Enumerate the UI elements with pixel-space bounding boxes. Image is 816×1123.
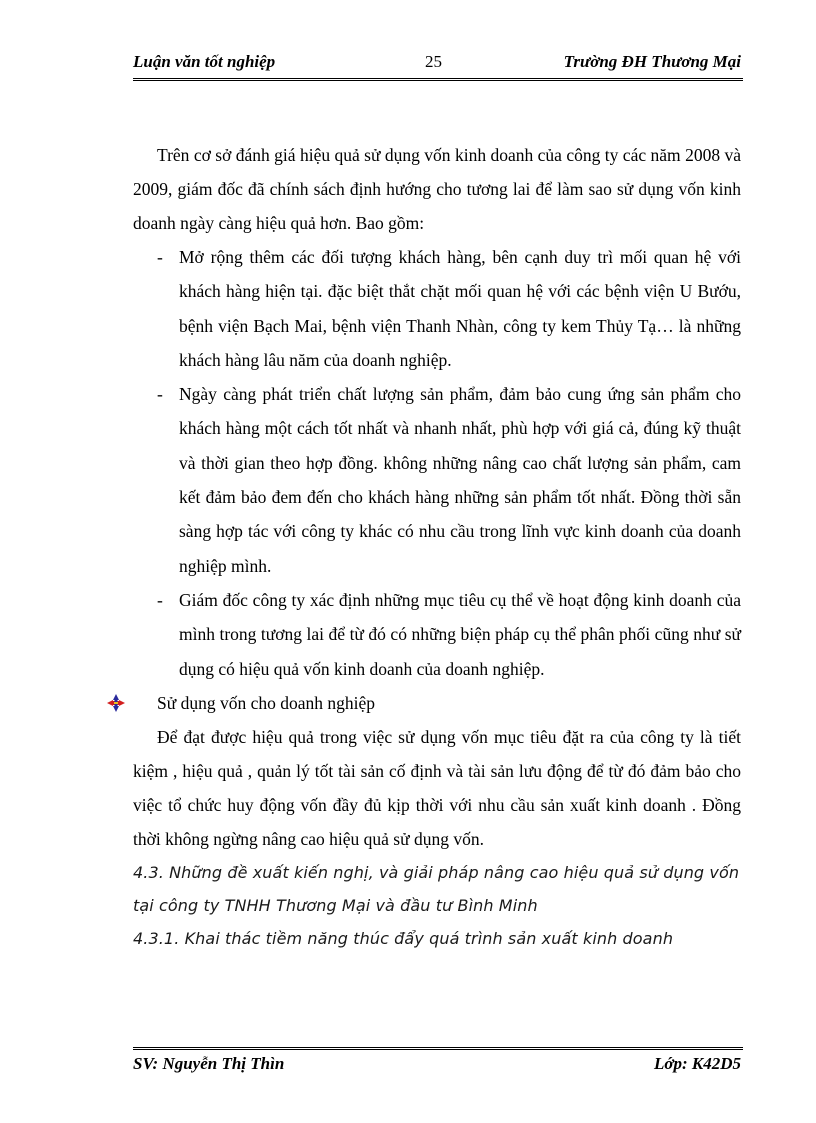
bullet-dash: - [157,384,163,405]
footer-class: Lớp: K42D5 [653,1054,741,1073]
header-university: Trường ĐH Thương Mại [563,52,741,71]
strategy-list [133,240,741,686]
section-title-text: Sử dụng vốn cho doanh nghiệp [157,692,376,713]
section-title [133,686,741,720]
footer-student-name: SV: Nguyễn Thị Thìn [133,1054,285,1073]
page-footer [133,1047,743,1080]
intro-paragraph: Trên cơ sở đánh giá hiệu quả sử dụng vốn kinh doanh của công ty các năm 2008 và 2009, giám đốc đã chính sách định hướng cho tương lai để làm sao sử dụng vốn kinh doanh ngày càng hiệu quả hơn. Bao gồm: [133,145,741,233]
page-body [133,138,741,955]
list-item-text: Ngày càng phát triển chất lượng sản phẩm, đảm bảo cung ứng sản phẩm cho khách hàng một cách tốt nhất và nhanh nhất, phù hợp với giá cả, đúng kỹ thuật và thời gian theo hợp đồng. không những nâng cao chất lượng sản phẩm, cam kết đảm bảo đem đến cho khách hàng những sản phẩm tốt nhất. Đồng thời sẵn sàng hợp tác với công ty khác có nhu cầu trong lĩnh vực kinh doanh của doanh nghiệp mình. [179,384,741,576]
page-header [133,52,743,81]
list-item [133,240,741,377]
four-way-arrow-icon [107,694,125,712]
list-item-text: Mở rộng thêm các đối tượng khách hàng, bên cạnh duy trì mối quan hệ với khách hàng hiện tại. đặc biệt thắt chặt mối quan hệ với các bệnh viện U Bướu, bệnh viện Bạch Mai, bệnh viện Thanh Nhàn, công ty kem Thủy Tạ… là những khách hàng lâu năm của doanh nghiệp. [179,247,741,370]
list-item [133,583,741,686]
heading-4-3-1: 4.3.1. Khai thác tiềm năng thúc đẩy quá trình sản xuất kinh doanh [133,928,674,948]
heading-4-3: 4.3. Những đề xuất kiến nghị, và giải pháp nâng cao hiệu quả sử dụng vốn tại công ty TNHH Thương Mại và đầu tư Bình Minh [133,862,740,915]
page-number: 25 [425,52,442,71]
list-item [133,377,741,583]
list-item-text: Giám đốc công ty xác định những mục tiêu cụ thể về hoạt động kinh doanh của mình trong tương lai để từ đó có những biện pháp cụ thể phân phối cũng như sử dụng có hiệu quả vốn kinh doanh của doanh nghiệp. [179,589,741,679]
bullet-dash: - [157,589,163,610]
bullet-dash: - [157,247,163,267]
section-paragraph: Để đạt được hiệu quả trong việc sử dụng vốn mục tiêu đặt ra của công ty là tiết kiệm , hiệu quả , quản lý tốt tài sản cố định và tài sản lưu động để từ đó đảm bảo cho việc tổ chức huy động vốn đầy đủ kịp thời với nhu cầu sản xuất kinh doanh . Đồng thời không ngừng nâng cao hiệu quả sử dụng vốn. [133,726,741,849]
header-thesis-title: Luận văn tốt nghiệp [133,52,276,71]
